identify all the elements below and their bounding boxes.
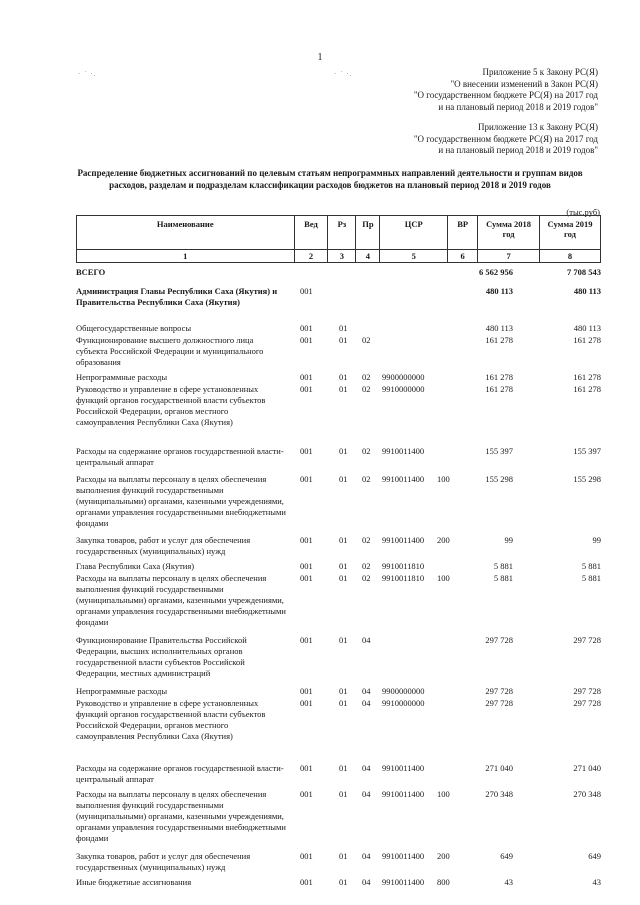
row-sum-2018: 161 278 <box>485 384 513 394</box>
row-pr: 04 <box>362 686 371 696</box>
row-name: Закупка товаров, работ и услуг для обеспечения государственных (муниципальных) нужд <box>76 535 251 556</box>
row-name: Расходы на содержание органов государственной власти- центральный аппарат <box>76 446 284 467</box>
header-ved: Вед <box>294 216 328 250</box>
row-rz: 01 <box>339 573 348 583</box>
row-sum-2018: 649 <box>500 851 513 861</box>
row-name: Расходы на содержание органов государственной власти- центральный аппарат <box>76 763 284 784</box>
row-ved: 001 <box>300 851 313 861</box>
row-pr: 02 <box>362 446 371 456</box>
row-name: Закупка товаров, работ и услуг для обеспечения государственных (муниципальных) нужд <box>76 851 251 872</box>
row-name: Расходы на выплаты персоналу в целях обеспечения выполнения функций государственными (муниципальными) органами, казенными учреждениями, органами управления государственными внебюджетными фондами <box>76 573 286 627</box>
appendix-5-line: и на плановый период 2018 и 2019 годов" <box>438 101 598 112</box>
row-csr: 9910011400 <box>382 763 425 773</box>
header-colnum: 7 <box>478 250 540 263</box>
row-ved: 001 <box>300 335 313 345</box>
header-rz: Рз <box>328 216 356 250</box>
row-rz: 01 <box>339 323 348 333</box>
row-ved: 001 <box>300 686 313 696</box>
row-sum-2019: 271 040 <box>573 763 601 773</box>
row-sum-2019: 297 728 <box>573 635 601 645</box>
row-sum-2019: 5 881 <box>581 561 601 571</box>
header-colnum: 4 <box>356 250 380 263</box>
row-ved: 001 <box>300 763 313 773</box>
row-pr: 02 <box>362 474 371 484</box>
row-ved: 001 <box>300 635 313 645</box>
page-number: 1 <box>317 52 323 63</box>
row-ved: 001 <box>300 698 313 708</box>
row-name: Непрограммные расходы <box>76 686 168 696</box>
row-rz: 01 <box>339 372 348 382</box>
row-csr: 9910011400 <box>382 446 425 456</box>
header-pr: Пр <box>356 216 380 250</box>
header-colnum: 6 <box>448 250 478 263</box>
row-sum-2019: 161 278 <box>573 335 601 345</box>
header-name: Наименование <box>77 216 295 250</box>
row-name: Руководство и управление в сфере установленных функций органов государственной власти субъектов Российской Федерации, органов местного самоуправления Республики Саха (Якутия) <box>76 384 266 427</box>
row-pr: 02 <box>362 384 371 394</box>
row-sum-2019: 155 397 <box>573 446 601 456</box>
row-rz: 01 <box>339 335 348 345</box>
row-csr: 9910011400 <box>382 474 425 484</box>
row-csr: 9910011400 <box>382 877 425 887</box>
row-sum-2018: 161 278 <box>485 335 513 345</box>
row-sum-2019: 5 881 <box>581 573 601 583</box>
row-rz: 01 <box>339 535 348 545</box>
row-ved: 001 <box>300 535 313 545</box>
row-vr: 100 <box>437 789 450 799</box>
header-colnum: 2 <box>294 250 328 263</box>
header-sum-2019: Сумма 2019 год <box>540 216 601 250</box>
row-name: Непрограммные расходы <box>76 372 168 382</box>
row-sum-2019: 161 278 <box>573 384 601 394</box>
row-ved: 001 <box>300 286 313 296</box>
row-sum-2018: 480 113 <box>485 286 513 296</box>
row-ved: 001 <box>300 323 313 333</box>
row-sum-2018: 297 728 <box>485 635 513 645</box>
row-csr: 9910000000 <box>382 698 425 708</box>
row-sum-2018: 271 040 <box>485 763 513 773</box>
appendix-13-line: "О государственном бюджете РС(Я) на 2017 год <box>413 133 598 144</box>
row-pr: 02 <box>362 372 371 382</box>
scan-artifact: · ˙ ·. <box>334 70 353 78</box>
row-sum-2018: 43 <box>504 877 513 887</box>
row-name: Иные бюджетные ассигнования <box>76 877 192 887</box>
row-sum-2019: 297 728 <box>573 686 601 696</box>
appendix-13-line: Приложение 13 к Закону РС(Я) <box>477 122 598 132</box>
row-sum-2019: 649 <box>588 851 601 861</box>
row-pr: 04 <box>362 763 371 773</box>
row-sum-2018: 480 113 <box>485 323 513 333</box>
row-ved: 001 <box>300 384 313 394</box>
row-name: Функционирование высшего должностного лица субъекта Российской Федерации и муниципального образования <box>76 335 264 367</box>
appendix-13-line: и на плановый период 2018 и 2019 годов" <box>438 145 598 155</box>
appendix-5-line: Приложение 5 к Закону РС(Я) <box>482 67 598 77</box>
row-vr: 200 <box>437 535 450 545</box>
row-rz: 01 <box>339 686 348 696</box>
row-sum-2019: 297 728 <box>573 698 601 708</box>
row-name: ВСЕГО <box>76 267 106 277</box>
row-pr: 02 <box>362 561 371 571</box>
row-vr: 100 <box>437 474 450 484</box>
table-header <box>76 215 601 263</box>
row-sum-2019: 480 113 <box>573 286 601 296</box>
row-csr: 9900000000 <box>382 686 425 696</box>
row-rz: 01 <box>339 635 348 645</box>
header-colnum: 3 <box>328 250 356 263</box>
row-rz: 01 <box>339 561 348 571</box>
row-sum-2018: 297 728 <box>485 686 513 696</box>
row-sum-2018: 155 298 <box>485 474 513 484</box>
row-csr: 9910011810 <box>382 561 425 571</box>
row-rz: 01 <box>339 446 348 456</box>
row-csr: 9900000000 <box>382 372 425 382</box>
row-vr: 800 <box>437 877 450 887</box>
row-ved: 001 <box>300 561 313 571</box>
row-sum-2019: 43 <box>592 877 601 887</box>
row-sum-2019: 161 278 <box>573 372 601 382</box>
row-pr: 02 <box>362 535 371 545</box>
row-name: Функционирование Правительства Российской Федерации, высших исполнительных органов государственной власти субъектов Российской Федерации, местных администраций <box>76 635 247 678</box>
row-sum-2019: 155 298 <box>573 474 601 484</box>
row-pr: 04 <box>362 698 371 708</box>
row-pr: 04 <box>362 877 371 887</box>
row-csr: 9910011810 <box>382 573 425 583</box>
row-csr: 9910011400 <box>382 851 425 861</box>
scan-artifact: · ˙ ·. <box>78 70 97 78</box>
row-rz: 01 <box>339 384 348 394</box>
row-sum-2018: 270 348 <box>485 789 513 799</box>
row-pr: 04 <box>362 851 371 861</box>
row-sum-2018: 297 728 <box>485 698 513 708</box>
row-sum-2018: 99 <box>504 535 513 545</box>
row-name: Руководство и управление в сфере установленных функций органов государственной власти субъектов Российской Федерации, органов местного самоуправления Республики Саха (Якутия) <box>76 698 266 741</box>
title-line: расходов, разделам и подразделам классификации расходов бюджетов на плановый период 2018 и 2019 годов <box>109 179 551 190</box>
row-csr: 9910011400 <box>382 535 425 545</box>
row-name: Администрация Главы Республики Саха (Якутия) и Правительства Республики Саха (Якутия) <box>76 286 278 307</box>
row-csr: 9910011400 <box>382 789 425 799</box>
header-colnum: 8 <box>540 250 601 263</box>
appendix-5-line: "О государственном бюджете РС(Я) на 2017 год <box>413 90 598 100</box>
row-name: Расходы на выплаты персоналу в целях обеспечения выполнения функций государственными (муниципальными) органами, казенными учреждениями, органами управления государственными внебюджетными фондами <box>76 474 286 528</box>
row-sum-2019: 7 708 543 <box>567 267 601 277</box>
title-line: Распределение бюджетных ассигнований по целевым статьям непрограммных направлений деятельности и группам видов <box>77 168 583 178</box>
row-pr: 04 <box>362 789 371 799</box>
header-colnum: 5 <box>380 250 448 263</box>
row-ved: 001 <box>300 789 313 799</box>
header-colnum: 1 <box>77 250 295 263</box>
row-ved: 001 <box>300 877 313 887</box>
header-sum-2018: Сумма 2018 год <box>478 216 540 250</box>
row-ved: 001 <box>300 474 313 484</box>
row-sum-2019: 480 113 <box>573 323 601 333</box>
row-rz: 01 <box>339 789 348 799</box>
row-pr: 02 <box>362 335 371 345</box>
row-sum-2018: 6 562 956 <box>479 267 513 277</box>
header-vr: ВР <box>448 216 478 250</box>
appendix-5-block <box>414 67 598 113</box>
row-csr: 9910000000 <box>382 384 425 394</box>
row-rz: 01 <box>339 877 348 887</box>
document-title <box>70 168 590 191</box>
row-sum-2018: 155 397 <box>485 446 513 456</box>
row-sum-2019: 99 <box>592 535 601 545</box>
row-ved: 001 <box>300 446 313 456</box>
row-name: Расходы на выплаты персоналу в целях обеспечения выполнения функций государственными (муниципальными) органами, казенными учреждениями, органами управления государственными внебюджетными фондами <box>76 789 286 843</box>
row-sum-2018: 5 881 <box>493 573 513 583</box>
appendix-5-line: "О внесении изменений в Закон РС(Я) <box>450 78 598 89</box>
row-sum-2018: 161 278 <box>485 372 513 382</box>
row-name: Общегосударственные вопросы <box>76 323 192 333</box>
row-rz: 01 <box>339 763 348 773</box>
unit-label: (тыс.руб) <box>566 207 600 217</box>
row-vr: 200 <box>437 851 450 861</box>
row-rz: 01 <box>339 474 348 484</box>
header-csr: ЦСР <box>380 216 448 250</box>
row-rz: 01 <box>339 851 348 861</box>
row-ved: 001 <box>300 573 313 583</box>
row-sum-2019: 270 348 <box>573 789 601 799</box>
row-name: Глава Республики Саха (Якутия) <box>76 561 195 571</box>
row-vr: 100 <box>437 573 450 583</box>
row-sum-2018: 5 881 <box>493 561 513 571</box>
row-pr: 04 <box>362 635 371 645</box>
row-ved: 001 <box>300 372 313 382</box>
appendix-13-block <box>414 122 598 157</box>
row-rz: 01 <box>339 698 348 708</box>
row-pr: 02 <box>362 573 371 583</box>
